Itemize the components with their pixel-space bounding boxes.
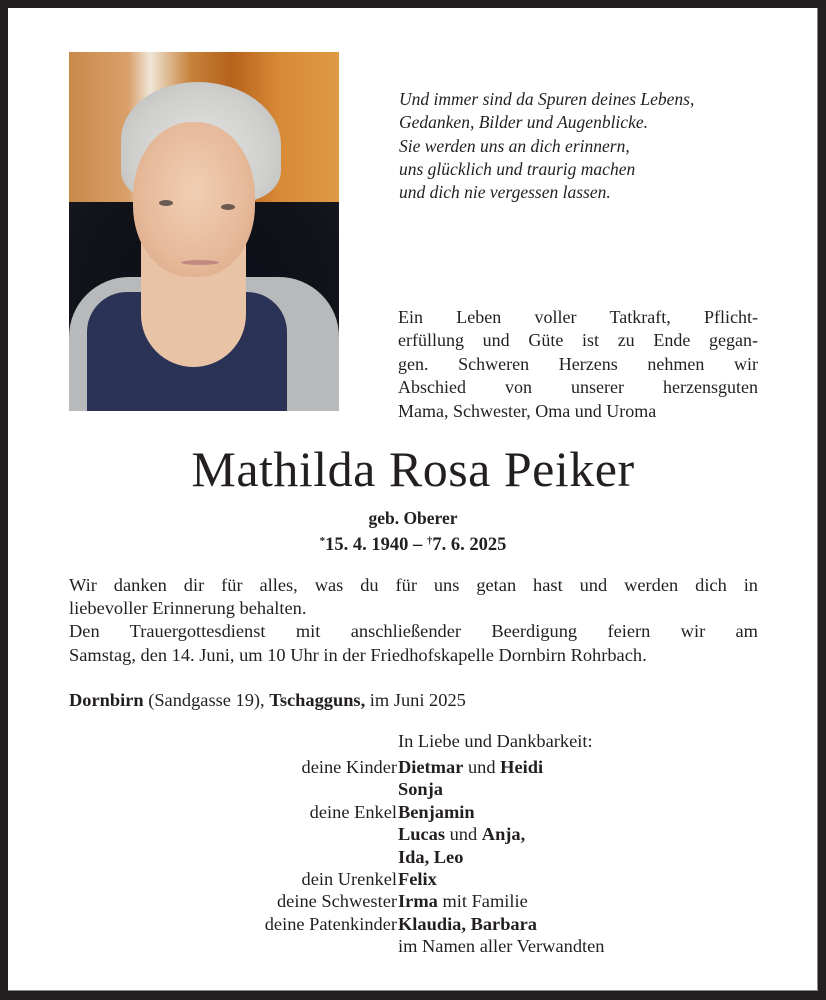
family-member-name: Heidi bbox=[500, 757, 544, 777]
family-row bbox=[8, 935, 818, 957]
place-address: (Sandgasse 19), bbox=[143, 690, 270, 710]
family-row bbox=[8, 846, 818, 868]
intro-line: Ein Leben voller Tatkraft, Pflicht- bbox=[398, 307, 758, 327]
life-dates bbox=[8, 529, 818, 557]
poem-line: und dich nie vergessen lassen. bbox=[399, 182, 611, 203]
poem-line: Sie werden uns an dich erinnern, bbox=[399, 135, 630, 156]
place-and-date bbox=[69, 688, 758, 712]
poem-line: uns glücklich und traurig machen bbox=[399, 158, 636, 179]
family-names bbox=[398, 756, 543, 778]
intro-paragraph bbox=[398, 306, 758, 423]
portrait-photo bbox=[69, 52, 339, 411]
body-line: Samstag, den 14. Juni, um 10 Uhr in der Friedhofskapelle Dornbirn Rohrbach. bbox=[69, 644, 647, 665]
poem-line: Gedanken, Bilder und Augenblicke. bbox=[399, 112, 648, 133]
family-row bbox=[8, 890, 818, 912]
deceased-name: Mathilda Rosa Peiker bbox=[191, 441, 635, 497]
family-relation: deine Enkel bbox=[309, 801, 397, 822]
family-connector: im Namen aller Verwandten bbox=[398, 936, 605, 957]
family-row bbox=[8, 823, 818, 845]
family-relation: deine Schwester bbox=[276, 891, 397, 912]
intro-line: Mama, Schwester, Oma und Uroma bbox=[398, 400, 657, 421]
family-member-name: Benjamin bbox=[398, 801, 475, 822]
intro-line: Abschied von unserer herzensguten bbox=[398, 377, 758, 398]
birth-date: 15. 4. 1940 bbox=[325, 535, 409, 555]
photo-mouth-shape bbox=[181, 260, 219, 265]
place-city-2: Tschagguns, bbox=[269, 690, 366, 710]
family-connector: und bbox=[445, 824, 482, 845]
intro-line: erfüllung und Güte ist zu Ende gegan- bbox=[398, 330, 758, 351]
family-row bbox=[8, 778, 818, 800]
family-names bbox=[398, 846, 463, 868]
family-member-name: Felix bbox=[398, 868, 437, 889]
maiden-name: geb. Oberer bbox=[368, 508, 458, 528]
family-names bbox=[398, 890, 528, 912]
poem-line: Und immer sind da Spuren deines Lebens, bbox=[399, 89, 695, 109]
family-member-name: Anja, bbox=[481, 824, 526, 845]
birth-star-icon: * bbox=[319, 535, 326, 547]
family-relation: deine Patenkinder bbox=[264, 913, 397, 934]
family-member-name: Klaudia, Barbara bbox=[398, 913, 537, 934]
family-connector: und bbox=[463, 757, 501, 777]
photo-face-shape bbox=[133, 122, 255, 277]
family-rows bbox=[8, 756, 818, 958]
family-relation: dein Urenkel bbox=[301, 868, 397, 889]
photo-eye-shape bbox=[159, 200, 173, 206]
body-text bbox=[69, 574, 758, 667]
family-connector: mit Familie bbox=[437, 891, 528, 912]
family-names bbox=[398, 913, 537, 935]
family-member-name: Sonja bbox=[398, 779, 443, 800]
family-member-name: Dietmar bbox=[398, 757, 464, 777]
body-line: Wir danken dir für alles, was du für uns getan hast und werden dich in bbox=[69, 575, 758, 595]
family-member-name: Lucas bbox=[398, 824, 446, 845]
family-row bbox=[8, 868, 818, 890]
obituary-notice bbox=[8, 8, 818, 991]
family-relation: deine Kinder bbox=[301, 757, 397, 777]
death-cross-icon: † bbox=[426, 535, 433, 547]
family-member-name: Irma bbox=[398, 891, 438, 912]
photo-eye-shape bbox=[221, 204, 235, 210]
family-row bbox=[8, 801, 818, 823]
place-date: im Juni 2025 bbox=[365, 690, 466, 710]
family-names bbox=[398, 778, 443, 800]
family-names bbox=[398, 868, 437, 890]
body-line: liebevoller Erinnerung behalten. bbox=[69, 598, 307, 619]
date-separator: – bbox=[408, 535, 427, 555]
body-line: Den Trauergottesdienst mit anschließender Beerdigung feiern wir am bbox=[69, 621, 758, 642]
intro-line: gen. Schweren Herzens nehmen wir bbox=[398, 353, 758, 374]
family-names bbox=[398, 801, 475, 823]
family-heading: In Liebe und Dankbarkeit: bbox=[398, 731, 593, 751]
family-names bbox=[398, 823, 525, 845]
poem bbox=[399, 88, 799, 204]
place-city-1: Dornbirn bbox=[69, 690, 144, 710]
family-list bbox=[8, 730, 818, 958]
family-heading-row bbox=[8, 730, 818, 756]
family-names bbox=[398, 935, 604, 957]
family-row bbox=[8, 756, 818, 778]
death-date: 7. 6. 2025 bbox=[432, 535, 507, 555]
family-row bbox=[8, 913, 818, 935]
family-member-name: Ida, Leo bbox=[398, 846, 464, 867]
